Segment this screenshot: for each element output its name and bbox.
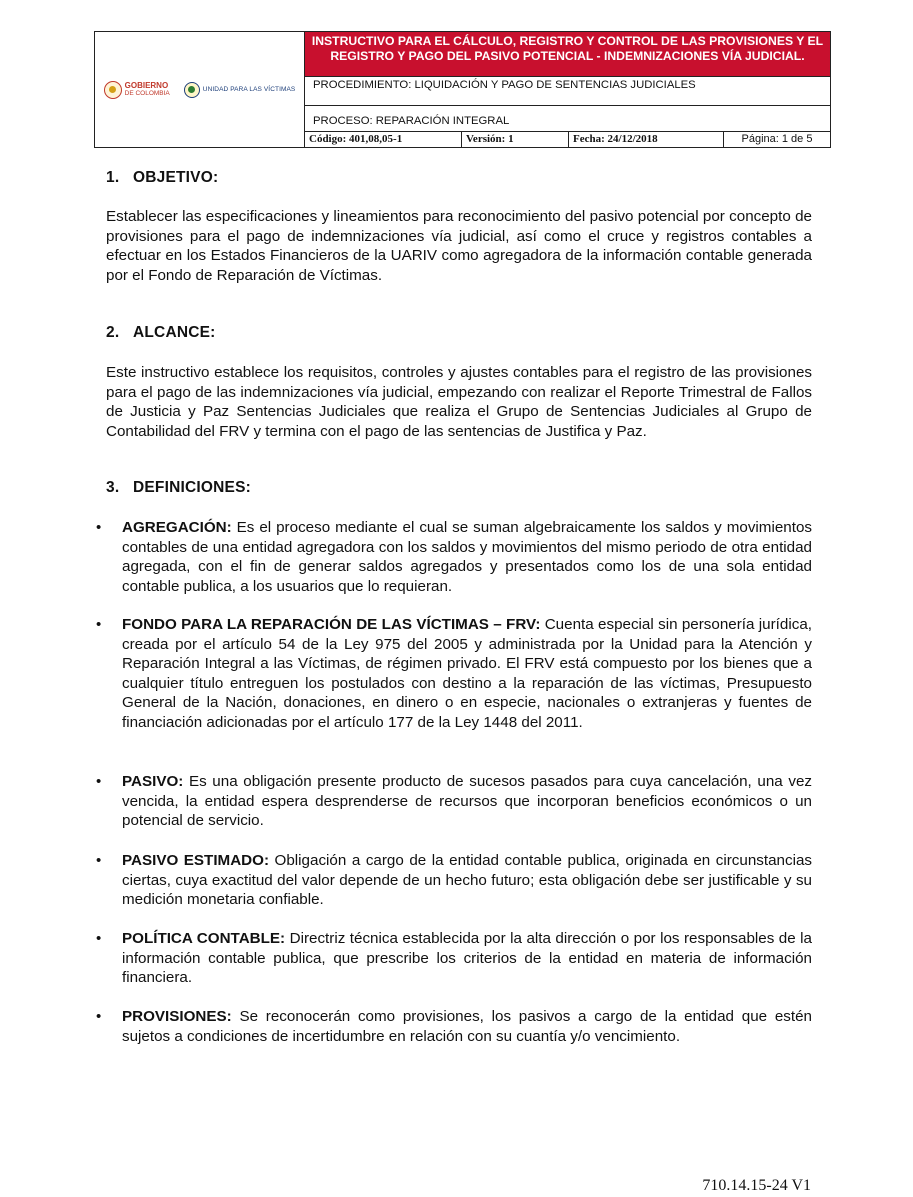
bullet-icon: • <box>96 1008 102 1025</box>
definition-term: PASIVO ESTIMADO: <box>122 852 270 869</box>
header-logos <box>95 32 305 147</box>
definition-item-pasivo <box>94 772 812 831</box>
section-title: OBJETIVO: <box>133 169 219 186</box>
bullet-icon: • <box>96 930 102 947</box>
definition-term: AGREGACIÓN: <box>122 519 232 536</box>
definition-term: PROVISIONES: <box>122 1008 232 1025</box>
definition-term: POLÍTICA CONTABLE: <box>122 930 286 947</box>
section-heading-objetivo <box>106 169 218 187</box>
gobierno-logo-line1: GOBIERNO <box>124 80 169 90</box>
proceso-row: PROCESO: REPARACIÓN INTEGRAL <box>305 106 830 133</box>
section-number: 1. <box>106 169 120 186</box>
definition-item-pasivo-estimado <box>94 851 812 910</box>
colombia-seal-icon <box>104 81 122 99</box>
section-number: 2. <box>106 324 120 341</box>
section-number: 3. <box>106 479 120 496</box>
bullet-icon: • <box>96 519 102 536</box>
bullet-icon: • <box>96 616 102 633</box>
definition-text: Obligación a cargo de la entidad contable publica, originada en circunstancias ciertas, cuya exactitud del valor depende de un hecho futuro; esta obligación debe ser justificable y su medición monetaria confiable. <box>122 852 812 908</box>
section-title: ALCANCE: <box>133 324 216 341</box>
definition-term: FONDO PARA LA REPARACIÓN DE LAS VÍCTIMAS – FRV: <box>122 616 541 633</box>
document-title: INSTRUCTIVO PARA EL CÁLCULO, REGISTRO Y CONTROL DE LAS PROVISIONES Y EL REGISTRO Y PAGO DEL PASIVO POTENCIAL - INDEMNIZACIONES VÍA JUDICIAL. <box>305 32 830 77</box>
section-heading-alcance <box>106 324 216 342</box>
pagina-cell: Página: 1 de 5 <box>741 133 813 146</box>
alcance-paragraph: Este instructivo establece los requisitos, controles y ajustes contables para el registro de las provisiones para el pago de las indemnizaciones vía judicial, empezando con realizar el Reporte Trimestral de Fallos de Justicia y Paz Sentencias Judiciales que realiza el Grupo de Sentencias Judiciales al Grupo de Contabilidad del FRV y termina con el pago de las sentencias de Justifica y Paz. <box>106 364 812 440</box>
bullet-icon: • <box>96 773 102 790</box>
fecha-cell: Fecha: 24/12/2018 <box>569 132 724 147</box>
version-cell: Versión: 1 <box>462 132 569 147</box>
metadata-row <box>305 132 830 147</box>
unidad-logo-text: UNIDAD PARA LAS VÍCTIMAS <box>202 86 296 93</box>
definition-item-politica-contable <box>94 929 812 988</box>
definition-text: Se reconocerán como provisiones, los pasivos a cargo de la entidad que estén sujetos a condiciones de incertidumbre en relación con su cuantía y/o vencimiento. <box>122 1008 812 1045</box>
unidad-seal-icon <box>184 82 200 98</box>
definition-item-provisiones <box>94 1007 812 1046</box>
gobierno-logo <box>104 81 170 99</box>
codigo-cell: Código: 401,08,05-1 <box>305 132 462 147</box>
header-info <box>305 32 830 147</box>
section-title: DEFINICIONES: <box>133 479 251 496</box>
definition-text: Cuenta especial sin personería jurídica, creada por el artículo 54 de la Ley 975 del 2005 y administrada por la Unidad para la Atención y Reparación Integral a las Víctimas, de régimen privado. El FRV está compuesto por los bienes que a cualquier título entreguen los postulados con destino a la reparación de las víctimas, Presupuesto General de la Nación, donaciones, en dinero o en especie, nacionales o extranjeras y fuentes de financiación adicionadas por el artículo 177 de la Ley 1448 del 2011. <box>122 616 812 731</box>
procedimiento-row: PROCEDIMIENTO: LIQUIDACIÓN Y PAGO DE SENTENCIAS JUDICIALES <box>305 77 830 106</box>
objetivo-paragraph: Establecer las especificaciones y lineamientos para reconocimiento del pasivo potencial por concepto de provisiones para el pago de indemnizaciones vía judicial, así como el cruce y registros contables a efectuar en los Estados Financieros de la UARIV como agregadora de la información contable generada por el Fondo de Reparación de Víctimas. <box>106 208 812 284</box>
bullet-icon: • <box>96 852 102 869</box>
section-heading-definiciones <box>106 479 251 497</box>
definition-item-frv <box>94 615 812 732</box>
definition-text: Es una obligación presente producto de sucesos pasados para cuya cancelación, una vez vencida, la entidad espera desprenderse de recursos que incorporan beneficios económicos o un potencial de servicio. <box>122 773 812 829</box>
definition-item-agregacion <box>94 518 812 596</box>
definition-text: Directriz técnica establecida por la alta dirección o por los responsables de la información contable publica, que prescribe los criterios de la entidad en materia de información financiera. <box>122 930 813 986</box>
document-footer-code: 710.14.15-24 V1 <box>702 1177 811 1194</box>
gobierno-logo-line2: DE COLOMBIA <box>124 89 170 97</box>
unidad-victimas-logo <box>184 82 296 98</box>
definition-text: Es el proceso mediante el cual se suman algebraicamente los saldos y movimientos contables de una entidad agregadora con los saldos y movimientos del mismo periodo de otra entidad agregada, con el fin de generar saldos agregados y presentados como los de una sola entidad contable publica, a los usuarios que lo requieran. <box>122 519 812 595</box>
document-header <box>94 31 831 148</box>
definition-term: PASIVO: <box>122 773 184 790</box>
